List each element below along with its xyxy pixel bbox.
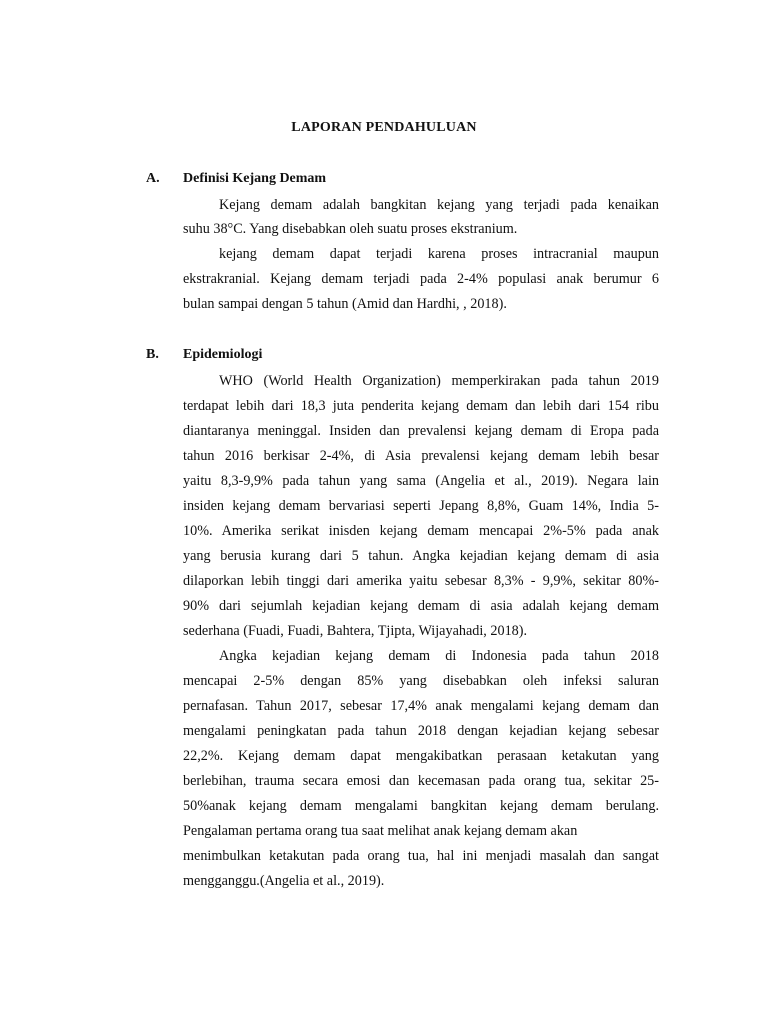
paragraph-line: sederhana (Fuadi, Fuadi, Bahtera, Tjipta, Wijayahadi, 2018). xyxy=(183,623,528,639)
section-title: Definisi Kejang Demam xyxy=(183,171,327,186)
paragraph-line: Pengalaman pertama orang tua saat melihat anak kejang demam akan xyxy=(183,823,578,839)
paragraph-line: bulan sampai dengan 5 tahun (Amid dan Hardhi, , 2018). xyxy=(183,296,507,312)
paragraph-line: ekstrakranial. Kejang demam terjadi pada 2-4% populasi anak berumur 6 xyxy=(183,271,659,287)
paragraph-line: menimbulkan ketakutan pada orang tua, hal ini menjadi masalah dan sangat xyxy=(183,848,659,864)
paragraph-line: yaitu 8,3-9,9% pada tahun yang sama (Angelia et al., 2019). Negara lain xyxy=(183,473,659,489)
paragraph-line: pernafasan. Tahun 2017, sebesar 17,4% anak mengalami kejang demam dan xyxy=(183,698,659,714)
document-title: LAPORAN PENDAHULUAN xyxy=(291,120,477,135)
paragraph-line: terdapat lebih dari 18,3 juta penderita kejang demam dan lebih dari 154 ribu xyxy=(183,398,659,414)
paragraph-line: insiden kejang demam bervariasi seperti Jepang 8,8%, Guam 14%, India 5- xyxy=(183,498,659,514)
paragraph-line: Kejang demam adalah bangkitan kejang yang terjadi pada kenaikan xyxy=(219,197,659,213)
paragraph-line: kejang demam dapat terjadi karena proses intracranial maupun xyxy=(219,246,659,262)
paragraph-line: mengganggu.(Angelia et al., 2019). xyxy=(183,873,385,889)
section-heading-b xyxy=(146,347,262,363)
section-title: Epidemiologi xyxy=(183,347,263,362)
paragraph-line: 50%anak kejang demam mengalami bangkitan kejang demam berulang. xyxy=(183,798,659,814)
paragraph-line: 10%. Amerika serikat inisden kejang demam mencapai 2%-5% pada anak xyxy=(183,523,659,539)
paragraph-line: diantaranya meninggal. Insiden dan prevalensi kejang demam di Eropa pada xyxy=(183,423,659,439)
paragraph-line: suhu 38°C. Yang disebabkan oleh suatu proses ekstranium. xyxy=(183,221,518,237)
paragraph-line: berlebihan, trauma secara emosi dan kecemasan pada orang tua, sekitar 25- xyxy=(183,773,659,789)
paragraph-line: dilaporkan lebih tinggi dari amerika yaitu sebesar 8,3% - 9,9%, sekitar 80%- xyxy=(183,573,659,589)
paragraph-line: mengalami peningkatan pada tahun 2018 dengan kejadian kejang sebesar xyxy=(183,723,659,739)
section-letter: B. xyxy=(146,347,159,362)
section-heading-a xyxy=(146,171,326,187)
paragraph-line: 90% dari sejumlah kejadian kejang demam di asia adalah kejang demam xyxy=(183,598,659,614)
paragraph-line: Angka kejadian kejang demam di Indonesia pada tahun 2018 xyxy=(219,648,659,664)
paragraph-line: yang berusia kurang dari 5 tahun. Angka kejadian kejang demam di asia xyxy=(183,548,659,564)
paragraph-line: WHO (World Health Organization) memperkirakan pada tahun 2019 xyxy=(219,373,659,389)
paragraph-line: 22,2%. Kejang demam dapat mengakibatkan perasaan ketakutan yang xyxy=(183,748,659,764)
paragraph-line: tahun 2016 berkisar 2-4%, di Asia prevalensi kejang demam lebih besar xyxy=(183,448,659,464)
paragraph-line: mencapai 2-5% dengan 85% yang disebabkan oleh infeksi saluran xyxy=(183,673,659,689)
section-letter: A. xyxy=(146,171,160,186)
